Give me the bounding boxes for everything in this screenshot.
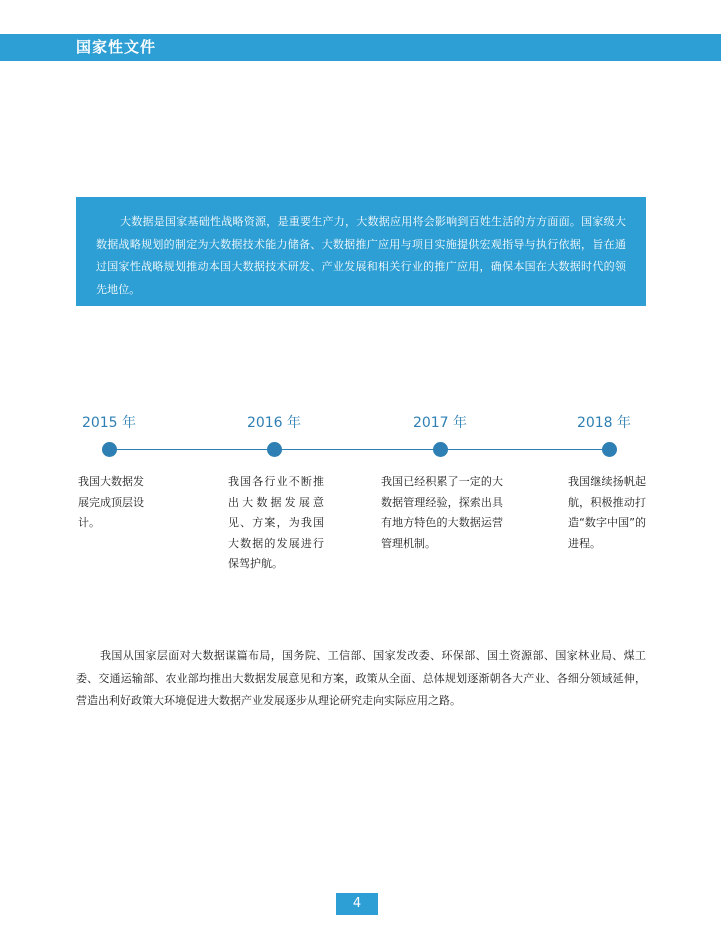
timeline-dot-2018 — [602, 442, 617, 457]
timeline-line — [109, 449, 609, 450]
timeline-dot-2017 — [433, 442, 448, 457]
header-title: 国家性文件 — [76, 38, 157, 56]
timeline-year-2018: 2018 年 — [576, 415, 632, 431]
timeline-year-2017: 2017 年 — [412, 415, 468, 431]
timeline-text-2016: 我国各行业不断推出大数据发展意见、方案，为我国大数据的发展进行保驾护航。 — [228, 475, 324, 570]
timeline-dot-2016 — [267, 442, 282, 457]
header-bar — [0, 34, 721, 61]
page-number: 4 — [336, 893, 378, 915]
intro-text: 大数据是国家基础性战略资源，是重要生产力，大数据应用将会影响到百姓生活的方方面面。国家级大数据战略规划的制定为大数据技术能力储备、大数据推广应用与项目实施提供宏观指导与执行依据，旨在通过国家性战略规划推动本国大数据技术研发、产业发展和相关行业的推广应用，确保本国在大数据时代的领先地位。 — [96, 215, 626, 296]
body-paragraph: 我国从国家层面对大数据谋篇布局，国务院、工信部、国家发改委、环保部、国土资源部、国家林业局、煤工委、交通运输部、农业部均推出大数据发展意见和方案，政策从全面、总体规划逐渐朝各大产业、各细分领域延伸，营造出利好政策大环境促进大数据产业发展逐步从理论研究走向实际应用之路。 — [76, 649, 646, 707]
timeline-text-2018: 我国继续扬帆起航，积极推动打造“数字中国”的进程。 — [568, 475, 646, 550]
timeline-year-2015: 2015 年 — [81, 415, 137, 431]
timeline-text-2015: 我国大数据发展完成顶层设计。 — [78, 475, 144, 529]
timeline-dot-2015 — [102, 442, 117, 457]
intro-box — [76, 197, 646, 306]
timeline-year-2016: 2016 年 — [246, 415, 302, 431]
timeline — [0, 400, 721, 600]
timeline-text-2017: 我国已经积累了一定的大数据管理经验，探索出具有地方特色的大数据运营管理机制。 — [381, 475, 503, 550]
